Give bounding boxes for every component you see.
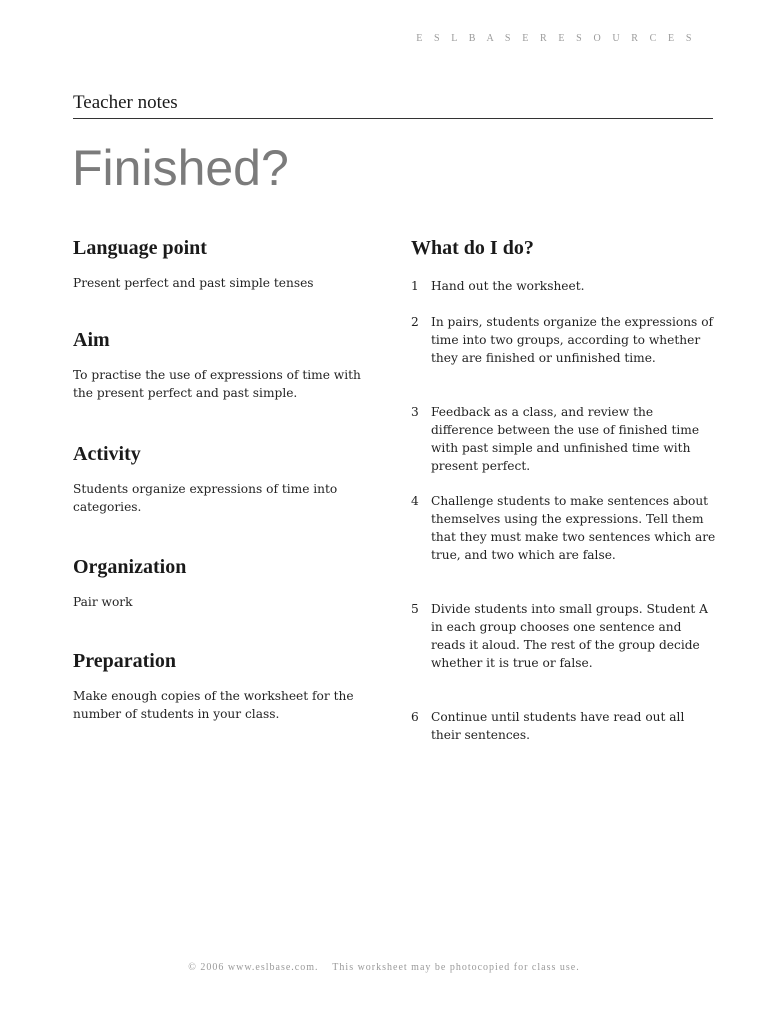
section-organization: [73, 555, 373, 611]
section-aim: [73, 328, 373, 402]
section-heading: Preparation: [73, 650, 176, 672]
section-body: Present perfect and past simple tenses: [73, 276, 314, 290]
right-column: [411, 236, 716, 742]
section-activity: [73, 442, 373, 516]
section-body: Pair work: [73, 595, 133, 609]
section-heading: Language point: [73, 237, 207, 259]
section-body: Make enough copies of the worksheet for the number of students in your class.: [73, 689, 354, 721]
step-number: 2: [411, 315, 419, 329]
step-item: [411, 492, 716, 564]
step-text: Divide students into small groups. Student A in each group chooses one sentence and reads it aloud. The rest of the group decide whether it is true or false.: [431, 602, 708, 670]
step-item: [411, 708, 716, 744]
section-body: Students organize expressions of time into categories.: [73, 482, 338, 514]
step-number: 4: [411, 494, 419, 508]
step-number: 5: [411, 602, 419, 616]
step-text: Feedback as a class, and review the difference between the use of finished time with past simple and unfinished time with present perfect.: [431, 405, 700, 473]
step-text: Challenge students to make sentences about themselves using the expressions. Tell them that they must make two sentences which are true, and two which are false.: [431, 494, 716, 562]
step-text: Continue until students have read out all their sentences.: [431, 710, 685, 742]
step-item: [411, 403, 716, 475]
section-preparation: [73, 649, 373, 723]
step-text: Hand out the worksheet.: [431, 279, 585, 293]
page-title: Finished?: [72, 140, 289, 196]
step-item: [411, 313, 716, 367]
step-number: 3: [411, 405, 419, 419]
section-body: To practise the use of expressions of time with the present perfect and past simple.: [73, 368, 361, 400]
copyright-footer: © 2006 www.eslbase.com. This worksheet may be photocopied for class use.: [188, 962, 580, 973]
section-heading: Activity: [73, 443, 141, 465]
step-text: In pairs, students organize the expressions of time into two groups, according to whether they are finished or unfinished time.: [431, 315, 714, 365]
section-heading: Aim: [73, 329, 110, 351]
step-item: [411, 600, 716, 672]
page-subtitle: Teacher notes: [73, 92, 178, 113]
section-language-point: [73, 236, 373, 292]
section-heading: Organization: [73, 556, 187, 578]
header-divider: [73, 118, 713, 119]
step-item: [411, 277, 716, 295]
step-number: 1: [411, 279, 419, 293]
brand-label: E S L B A S E R E S O U R C E S: [416, 33, 696, 44]
section-heading-what-do-i-do: What do I do?: [411, 237, 534, 259]
step-number: 6: [411, 710, 419, 724]
